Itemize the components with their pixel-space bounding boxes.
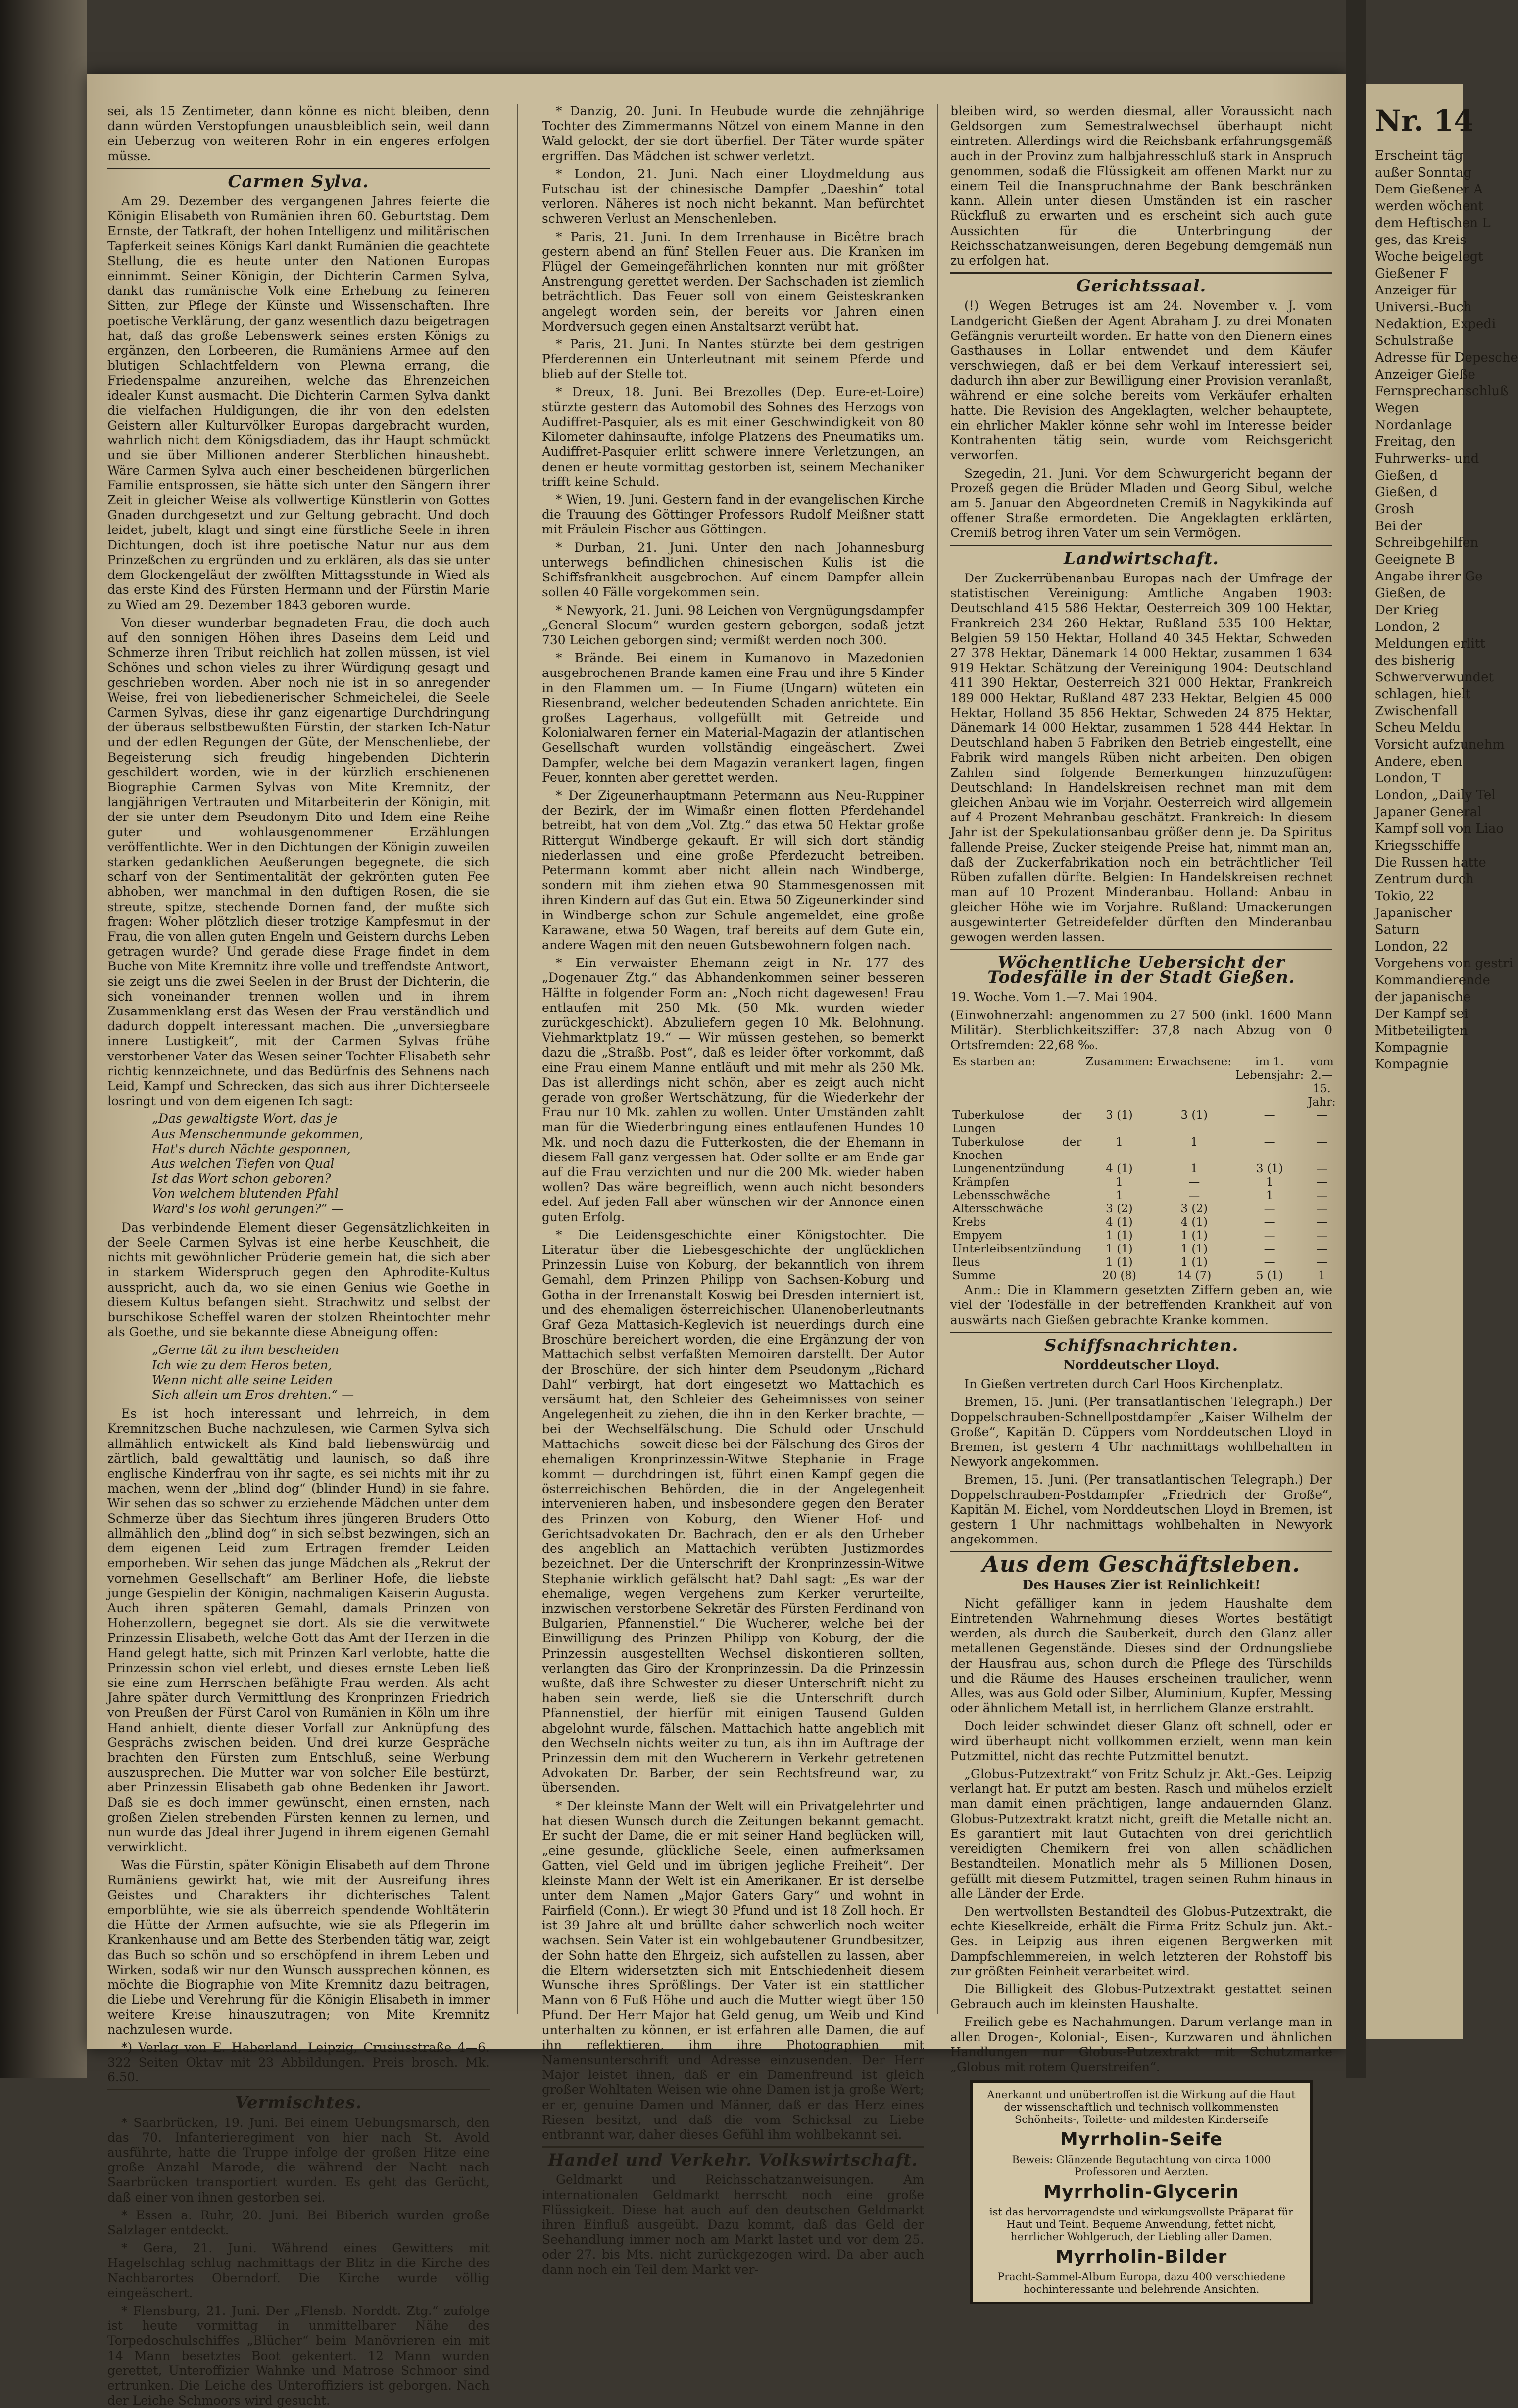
next-page-line: Anzeiger für [1375, 283, 1457, 298]
article-paragraph: Bremen, 15. Juni. (Per transatlantischen Telegraph.) Der Doppelschrauben-Schnellpostdampfer „Kaiser Wilhelm der Große“, Kapitän D. Cüppers vom Norddeutschen Lloyd in Bremen, ist gestern 4 Uhr nachmittags wohlbehalten in Newyork angekommen. [950, 1395, 1332, 1469]
next-page-line: Kriegsschiffe [1375, 838, 1461, 853]
next-page-edge [1366, 84, 1518, 2039]
article-paragraph: Von dieser wunderbar begnadeten Frau, die doch auch auf den sonnigen Höhen ihres Daseins dem Leid und Schmerze ihren Tribut reichlich hat zollen müssen, ist viel Schönes und schon vieles zu ihrer Würdigung gesagt und geschrieben worden. Aber noch nie ist in so anregender Weise, frei von liebedienerischer Schmeichelei, die Seele Carmen Sylvas, diese ihr ganz eigenartige Durchdringung der überaus selbstbewußten Fürstin, der starken Ich-Natur und der edlen Regungen der Güte, der Menschenliebe, der Begeisterung sich freudig hingebenden Dichterin geschildert worden, wie in der kürzlich erschienenen Biographie Carmen Sylvas von Mite Kremnitz, der langjährigen Vertrauten und Mitarbeiterin der Königin, mit der sie unter dem Pseudonym Dito und Idem eine Reihe guter und wohlausgenommener Erzählungen veröffentlichte. Wer in den Dichtungen der Königin zuweilen starken gedanklichen Aeußerungen begegnete, die sich scharf von der Sentimentalität der gekrönten guten Fee abhoben, wer manchmal in den duftigen Rosen, die sie streute, spitze, stechende Dornen fand, der mußte sich fragen: Woher plötzlich dieser trotzige Kampfesmut in der Frau, die von allen guten Engeln und Geistern durchs Leben getragen wurde? Und gerade diese Frage findet in dem Buche von Mite Kremnitz ihre volle und treffendste Antwort, sie zeigt uns die zwei Seelen in der Brust der Dichterin, die sich voneinander trennen wollen und in ihrem Zusammenklang erst das Wesen der Frau verständlich und dadurch doppelt interessant machen. Die „unversiegbare innere Lustigkeit“, mit der Carmen Sylvas frühe verstorbener Vater das Wesen seiner Tochter Elisabeth sehr richtig kennzeichnete, und das Bedürfnis des Sehnens nach Leid, Kampf und Schrecken, das sich aus ihrer Dichterseele losringt und von dem eigenen Ich sagt: [107, 615, 490, 1108]
mortality-cell: 1 [1116, 1189, 1123, 1203]
ad-proof: Beweis: Glänzende Begutachtung von circa 1000 Professoren und Aerzten. [1012, 2154, 1271, 2178]
next-page-line: Erscheint täg [1375, 148, 1463, 163]
next-page-line: Zwischenfall [1375, 704, 1458, 719]
article-paragraph: * Wien, 19. Juni. Gestern fand in der evangelischen Kirche die Trauung des Göttinger Professors Rudolf Meißner statt mit Fräulein Fischer aus Göttingen. [542, 492, 924, 537]
article-paragraph: * Newyork, 21. Juni. 98 Leichen von Vergnügungsdampfer „General Slocum“ wurden gestern geborgen, sodaß jetzt 730 Leichen geborgen sind; vermißt werden noch 300. [542, 603, 924, 647]
next-page-line: Anzeiger Gieße [1375, 367, 1475, 382]
mortality-row [950, 1176, 1338, 1189]
mortality-cell: 3 (1) [1106, 1109, 1133, 1122]
mortality-cell: — [1264, 1243, 1275, 1256]
article-paragraph: * Ein verwaister Ehemann zeigt in Nr. 177 des „Dogenauer Ztg.“ das Abhandenkommen seiner besseren Hälfte in folgender Form an: „Noch nicht dagewesen! Frau entlaufen mit 250 Mk. (50 Mk. wurden wieder zurückgeschickt). Abzuliefern gegen 10 Mk. Belohnung. Viehmarktplatz 19.“ — Wir müssen gestehen, so bemerkt dazu die „Straßb. Post“, daß es leider öfter vorkommt, daß eine Frau einem Manne entläuft und mit mehr als 250 Mk. Das ist allerdings nicht schön, aber es zeigt auch nicht gerade von großer Wertschätzung, für die Wiederkehr der Frau nur 10 Mk. zahlen zu wollen. Unter Umständen zahlt man für die Wiederbringung eines entlaufenen Hundes 10 Mk. und noch dazu die Futterkosten, die der Ehemann in diesem Fall ganz vergessen hat. Oder sollte er am Ende gar auf die Frau verzichten und nur die 200 Mk. wieder haben wollen? Das wäre begreiflich, wenn auch nicht besonders edel. Auf jeden Fall aber wünschen wir der Annonce einen guten Erfolg. [542, 956, 924, 1224]
next-page-line: Kampf soll von Liao [1375, 821, 1504, 836]
article-paragraph: Das verbindende Element dieser Gegensätzlichkeiten in der Seele Carmen Sylvas ist eine herbe Keuschheit, die nichts mit gewöhnlicher Prüderie gemein hat, die sich aber in starkem Widerspruch gegen den Aphrodite-Kultus ausspricht, auch da, wo sie einen Genius wie Goethe in diesem Kultus befangen sieht. Strachwitz und selbst der burschikose Scheffel waren der stolzen Rheintochter mehr als Goethe, und sie bekannte diese Abneigung offen: [107, 1220, 490, 1340]
article-paragraph: Die Billigkeit des Globus-Putzextrakt gestattet seinen Gebrauch auch im kleinsten Haushalte. [950, 1981, 1332, 2012]
mortality-cell: 4 (1) [1106, 1216, 1133, 1229]
section-heading: Aus dem Geschäftsleben. [982, 1552, 1301, 1578]
article-paragraph: * Durban, 21. Juni. Unter den nach Johannesburg unterwegs befindlichen chinesischen Kulis ist die Schiffsfrankheit ausgebrochen. Auf einem Dampfer allein sollen 40 Fälle vorgekommen sein. [542, 540, 924, 600]
page-gutter [1346, 0, 1366, 2078]
mortality-row [950, 1243, 1338, 1256]
article-paragraph: * Danzig, 20. Juni. In Heubude wurde die zehnjährige Tochter des Zimmermanns Nötzel von einem Manne in den Wald gelockt, der sie dort überfiel. Der Täter wurde später ergriffen. Das Mädchen ist schwer verletzt. [542, 104, 924, 163]
next-page-line: schlagen, hielt [1375, 687, 1470, 702]
next-page-line: Woche beigelegt [1375, 249, 1483, 264]
column-2 [542, 104, 924, 2277]
mortality-cell: — [1316, 1136, 1327, 1149]
next-page-line: Grosh [1375, 502, 1414, 517]
mortality-cell: Lungenentzündung [952, 1162, 1065, 1176]
next-page-line: Schwerverwundet [1375, 670, 1494, 685]
article-paragraph: * Brände. Bei einem in Kumanovo in Mazedonien ausgebrochenen Brande kamen eine Frau und ihre 5 Kinder in den Flammen um. — In Fiume (Ungarn) wüteten ein Riesenbrand, welcher bedeutenden Schaden anrichtete. Ein großes Lagerhaus, vollgefüllt mit Getreide und Kolonialwaren ferner ein Material-Magazin der atlantischen Gesellschaft wurden vollständig eingeäschert. Zwei Dampfer, welche bei dem Magazin verankert lagen, fingen Feuer, konnten aber gerettet werden. [542, 651, 924, 785]
article-paragraph: sei, als 15 Zentimeter, dann könne es nicht bleiben, denn dann würden Verstopfungen unausbleiblich sein, weil dann ein Ueberzug von weiteren Rohr in ein engeres erfolgen müsse. [107, 104, 490, 163]
mortality-cell: 1 (1) [1180, 1256, 1208, 1269]
mortality-cell: — [1264, 1229, 1275, 1243]
article-paragraph: * London, 21. Juni. Nach einer Lloydmeldung aus Futschau ist der chinesische Dampfer „Daeshin“ total verloren. Näheres ist noch nicht bekannt. Man befürchtet schweren Verlust an Menschenleben. [542, 166, 924, 226]
mortality-row [950, 1256, 1338, 1269]
article-paragraph: Den wertvollsten Bestandteil des Globus-Putzextrakt, die echte Kieselkreide, erhält die Firma Fritz Schulz jun. Akt.-Ges. in Leipzig aus ihren eigenen Bergwerken mit Dampfschlemmereien, in welch letzteren der Rohstoff bis zur größten Feinheit verarbeitet wird. [950, 1904, 1332, 1978]
poem-line: Von welchem blutenden Pfahl [152, 1186, 339, 1201]
mortality-row [950, 1203, 1338, 1216]
sub-heading: Des Hauses Zier ist Reinlichkeit! [1022, 1577, 1261, 1592]
poem-line: Sich allein um Eros drehten.“ — [152, 1388, 354, 1402]
poem-line: Aus welchen Tiefen von Qual [152, 1156, 335, 1171]
article-paragraph: bleiben wird, so werden diesmal, aller Voraussicht nach Geldsorgen zum Semestralwechsel überhaupt nicht eintreten. Allerdings wird die Reichsbank erfahrungsgemäß auch in der Provinz zum halbjahresschluß stark in Anspruch genommen, sodaß die Flüssigkeit am offenen Markt nur zu einem Teil die Inanspruchnahme der Bank beschränken kann. Allein unter diesen Umständen ist ein rascher Rückfluß zu erwarten und es erscheint sich auch gute Aussichten für die Unterbringung der Reichsschatzanweisungen, deren Begebung demgemäß nun zu erfolgen hat. [950, 104, 1332, 268]
next-page-line: werden wöchent [1375, 199, 1483, 214]
ad-brand-seife: Myrrholin-Seife [1060, 2129, 1223, 2150]
column-1 [107, 104, 490, 2408]
next-page-line: Schreibgehilfen [1375, 535, 1479, 550]
mortality-cell: 1 [1116, 1176, 1123, 1189]
article-paragraph: Freilich gebe es Nachahmungen. Darum verlange man in allen Drogen-, Kolonial-, Eisen-, Kurzwaren und ähnlichen Handlungen nur Globus-Putzextrakt mit Schutzmarke „Globus mit rotem Querstreifen“. [950, 2015, 1332, 2074]
mortality-cell: 1 (1) [1106, 1243, 1133, 1256]
poem-line: Hat's durch Nächte gesponnen, [152, 1141, 351, 1156]
mortality-cell: 3 (1) [1180, 1109, 1208, 1122]
section-divider [107, 2089, 490, 2090]
mortality-cell: Krämpfen [952, 1176, 1010, 1189]
ad-intro: Anerkannt und unübertroffen ist die Wirkung auf die Haut der wissenschaftlich und technisch vollkommensten Schönheits-, Toilette- und mildesten Kinderseife [987, 2089, 1296, 2126]
mortality-cell: — [1264, 1203, 1275, 1216]
column-rule [517, 104, 518, 2014]
next-page-line: Kompagnie [1375, 1057, 1449, 1072]
ad-brand-glycerin: Myrrholin-Glycerin [1043, 2182, 1239, 2203]
mortality-sum-cell: 20 (8) [1102, 1269, 1137, 1283]
poem-verse [152, 1343, 490, 1402]
poem-line: „Gerne tät zu ihm bescheiden [152, 1343, 339, 1357]
next-page-line: Andere, eben [1375, 754, 1463, 769]
mortality-row [950, 1189, 1338, 1203]
mortality-row [950, 1162, 1338, 1176]
mortality-cell: — [1316, 1189, 1327, 1203]
next-page-line: Vorgehens von gestri [1375, 956, 1513, 971]
mortality-row [950, 1136, 1338, 1162]
article-paragraph: Doch leider schwindet dieser Glanz oft schnell, oder er wird überhaupt nicht vollkommen erzielt, wenn man kein Putzmittel, nicht das rechte Putzmittel benutzt. [950, 1719, 1332, 1763]
next-page-line: Der Krieg [1375, 603, 1439, 618]
next-page-line: Gießen, d [1375, 485, 1438, 500]
mortality-cell: — [1264, 1256, 1275, 1269]
mortality-cell: — [1316, 1256, 1327, 1269]
newspaper-page [87, 74, 1346, 2408]
article-paragraph: Bremen, 15. Juni. (Per transatlantischen Telegraph.) Der Doppelschrauben-Postdampfer „Friedrich der Große“, Kapitän M. Eichel, vom Norddeutschen Lloyd in Bremen, ist gestern 1 Uhr nachmittags wohlbehalten in Newyork angekommen. [950, 1472, 1332, 1547]
section-heading: Gerichtssaal. [1076, 276, 1207, 296]
book-spine [0, 0, 87, 2078]
mortality-row [950, 1216, 1338, 1229]
next-page-line: Universi.-Buch [1375, 300, 1472, 315]
next-page-line: Dem Gießener A [1375, 182, 1483, 197]
section-divider [107, 168, 490, 169]
section-heading: Landwirtschaft. [1064, 548, 1219, 569]
next-page-line: Die Russen hatte [1375, 855, 1486, 870]
article-paragraph: Anm.: Die in Klammern gesetzten Ziffern geben an, wie viel der Todesfälle in der betreffenden Krankheit auf von auswärts nach Gießen gebrachte Kranke kommen. [950, 1283, 1332, 1327]
article-paragraph: Es ist hoch interessant und lehrreich, in dem Kremnitzschen Buche nachzulesen, wie Carmen Sylva sich allmählich entwickelt als Kind bald liebenswürdig und zärtlich, bald gewalttätig und launisch, so daß ihre englische Kinderfrau von ihr sagte, es sei nichts mit ihr zu machen, wenn der „blind dog“ (blinder Hund) in sie fahre. Wir sehen das so schwer zu erziehende Mädchen unter dem Schmerze über das Siechtum ihres jüngeren Bruders Otto allmählich den „blind dog“ in sich selbst bezwingen, sich an dem eigenen Leid zum Ertragen fremder Leiden emporheben. Wir sehen das junge Mädchen als „Rekrut der vornehmen Gesellschaft“ am Berliner Hofe, die liebste junge Gespielin der Königin, nachmaligen Kaiserin Augusta. Auch ihren späteren Gemahl, damals Prinzen von Hohenzollern, begegnet sie dort. Als sie die verwitwete Prinzessin Elisabeth, welche Gott das Amt der Herzen in die Hand gelegt hatte, sich mit Prinzen Karl verlobte, hatte die Prinzessin schon viel erlebt, und dieses ernste Leben ließ sie eine zum Herrschen befähigte Frau werden. Als acht Jahre später durch Vermittlung des Kronprinzen Friedrich von Preußen der Fürst Carol von Rumänien in Köln um ihre Hand anhielt, diente dieser Vorfall zur Anknüpfung des Gesprächs zwischen beiden. Und drei kurze Gespräche brachten den Fürsten zum Entschluß, seine Werbung auszusprechen. Die Mutter war von solcher Eile bestürzt, aber Prinzessin Elisabeth gab ohne Bedenken ihr Jawort. Daß sie es doch immer gewünscht, einen ernsten, nach großen Zielen strebenden Fürsten kennen zu lernen, und nun wurde das Jdeal ihrer Jugend in ihrem eigenen Gemahl verwirklicht. [107, 1406, 490, 1855]
mortality-cell: Lebensschwäche [952, 1189, 1051, 1203]
poem-line: Wenn nicht alle seine Leiden [152, 1372, 333, 1387]
mortality-cell: 3 (2) [1180, 1203, 1208, 1216]
next-page-line: Japanischer [1375, 906, 1452, 920]
next-page-line: Geeignete B [1375, 552, 1455, 567]
mortality-header-cell: Es starben an: [952, 1056, 1036, 1069]
next-page-line: London, 22 [1375, 939, 1449, 954]
next-page-line: Kommandierende [1375, 973, 1490, 988]
mortality-cell: 1 [1190, 1136, 1198, 1149]
mortality-row [950, 1109, 1338, 1136]
article-paragraph: „Globus-Putzextrakt“ von Fritz Schulz jr. Akt.-Ges. Leipzig verlangt hat. Er putzt am besten. Rasch und mühelos erzielt man damit einen prächtigen, lange andauernden Glanz. Globus-Putzextrakt kratzt nicht, greift die Metalle nicht an. Es garantiert mit laut Gutachten von drei gerichtlich vereidigten Chemikern frei von allen schädlichen Bestandteilen. Monatlich mehr als 5 Millionen Dosen, gefüllt mit diesem Putzmittel, tragen seinen Ruhm hinaus in alle Länder der Erde. [950, 1767, 1332, 1901]
next-page-line: Gießener F [1375, 266, 1449, 281]
mortality-header-cell: Zusammen: [1085, 1056, 1153, 1069]
ad-brand-bilder: Myrrholin-Bilder [1055, 2247, 1227, 2267]
section-heading: Vermischtes. [235, 2093, 362, 2113]
ad-description: ist das hervorragendste und wirkungsvollste Präparat für Haut und Teint. Bequeme Anwendung, fettet nicht, herrlicher Wohlgeruch, der Liebling aller Damen. [989, 2206, 1294, 2243]
next-page-line: Gießen, d [1375, 468, 1438, 483]
mortality-cell: — [1316, 1109, 1327, 1122]
section-heading: Carmen Sylva. [228, 171, 369, 192]
poem-line: Ward's los wohl gerungen?“ — [152, 1201, 344, 1216]
next-page-line: ges, das Kreis [1375, 233, 1467, 247]
next-page-line: Angabe ihrer Ge [1375, 569, 1483, 584]
next-page-line: Japaner General [1375, 805, 1482, 819]
next-page-lines [1366, 147, 1518, 1073]
article-paragraph: (Einwohnerzahl: angenommen zu 27 500 (inkl. 1600 Mann Militär). Sterblichkeitsziffer: 37,8 nach Abzug von 0 Ortsfremden: 22,68 ‰. [950, 1008, 1332, 1052]
next-page-line: Fernsprechanschluß [1375, 384, 1509, 399]
mortality-cell: — [1264, 1109, 1275, 1122]
section-divider [950, 272, 1332, 274]
mortality-cell: Empyem [952, 1229, 1003, 1243]
next-page-line: Schulstraße [1375, 334, 1454, 348]
article-paragraph: * Die Leidensgeschichte einer Königstochter. Die Literatur über die Liebesgeschichte der unglücklichen Prinzessin Luise von Koburg, der bekanntlich von ihrem Gemahl, dem Prinzen Philipp von Sachsen-Koburg und Gotha in der Irrenanstalt Koswig bei Dresden interniert ist, und des ehemaligen österreichischen Ulanenoberleutnants Graf Geza Mattasich-Keglevich ist neuerdings durch eine Broschüre bereichert worden, die eine Ergänzung der von Mattachich selbst verfaßten Memoiren darstellt. Der Autor der Broschüre, der sich hinter dem Pseudonym „Richard Dahl“ verbirgt, hat dort eingesetzt wo Mattachich es versäumt hat, den Schleier des Geheimnisses von seiner Angelegenheit zu ziehen, die ihn in den Kerker brachte, — bei der Wechselfälschung. Die Schuld oder Unschuld Mattachichs — soweit diese bei der Fälschung des Giros der ehemaligen Kronprinzessin-Witwe Stephanie in Frage kommt — durchdringen ist, führt einen Kampf gegen die österreichischen Behörden, die in der Angelegenheit intervenieren haben, und insbesondere gegen den Berater des Prinzen von Koburg, den Wiener Hof- und Gerichtsadvokaten Dr. Bachrach, den er als den Urheber des angeblich an Mattachich verübten Justizmordes bezeichnet. Der die Unterschrift der Kronprinzessin-Witwe Stephanie wirklich gefälscht hat? Dahl sagt: „Es war der ehemalige, wegen Vergehens zum Kerker verurteilte, inzwischen verstorbene Sekretär des Fürsten Ferdinand von Bulgarien, Pfannenstiel.“ Die Wucherer, welche bei der Einwilligung des Prinzen Philipp von Koburg, der die Prinzessin ausgestellten Wechsel diskontieren sollten, verlangten das Giro der Kronprinzessin. Da die Prinzessin wußte, daß ihre Schwester zu dieser Unterschrift nicht zu haben sein werde, ließ sie die Unterschrift durch Pfannenstiel, der hierfür mit einigen Tausend Gulden abgelohnt wurde, fälschen. Mattachich hatte angeblich mit den Wechseln nichts weiter zu tun, als ihn im Auftrage der Prinzessin dem mit den Wucherern in Verkehr getretenen Advokaten Dr. Barber, der sein Rechtsfreund war, zu übersenden. [542, 1227, 924, 1795]
mortality-cell: — [1316, 1243, 1327, 1256]
article-paragraph: * Flensburg, 21. Juni. Der „Flensb. Norddt. Ztg.“ zufolge ist heute vormittag in unmittelbarer Nähe des Torpedoschulschiffes „Blücher“ beim Manövrieren ein mit 14 Mann besetztes Boot gekentert. 12 Mann wurden gerettet, Unteroffizier Wahnke und Matrose Schmoor sind ertrunken. Die Leiche des Unteroffiziers ist geborgen. Nach der Leiche Schmoors wird gesucht. [107, 2304, 490, 2408]
article-paragraph: * Der kleinste Mann der Welt will ein Privatgelehrter und hat diesen Wunsch durch die Zeitungen bekannt gemacht. Er sucht der Dame, die er mit seiner Hand beglücken will, „eine gesunde, glückliche Seele, einen aufmerksamen Gatten, viel Geld und im übrigen jegliche Freiheit“. Der kleinste Mann der Welt ist ein Amerikaner. Er ist derselbe unter dem Namen „Major Gaters Gary“ und wohnt in Fairfield (Conn.). Er wiegt 30 Pfund und ist 18 Zoll hoch. Er ist 39 Jahre alt und brüllte daher schwerlich noch weiter wachsen. Sein Vater ist ein wohlgebautener Grundbesitzer, der Sohn hatte den Ehrgeiz, sich aufstellen zu lassen, aber die Eltern widersetzten sich mit Entschiedenheit diesem Wunsche ihres Sprößlings. Der Vater ist ein stattlicher Mann von 6 Fuß Höhe und auch die Mutter wiegt über 150 Pfund. Der Herr Major hat Geld genug, um Weib und Kind unterhalten zu können, er ist erfahren alle Damen, die auf ihn reflektieren, ihm ihre Photographien mit Namensunterschrift und Adresse einzusenden. Der Herr Major leistet ihnen, daß er ein Damenfreund ist gleich großer Wohltaten Weisen wie ohne Damen ist ja große Wert; er er, genuine Damen und Männer, daß er das Herz eines Riesen besitzt, und daß die vom Schicksal zu Liebe entbrannt war, daher dieses Gefühl ihm wohlbekannt sei. [542, 1798, 924, 2142]
poem-line: Ich wie zu dem Heros beten, [152, 1357, 332, 1372]
next-page-line: London, T [1375, 771, 1441, 786]
next-page-line: Kompagnie [1375, 1040, 1449, 1055]
mortality-sum-row [950, 1269, 1338, 1283]
mortality-cell: 1 [1190, 1162, 1198, 1176]
mortality-cell: — [1316, 1216, 1327, 1229]
article-paragraph: (!) Wegen Betruges ist am 24. November v. J. vom Landgericht Gießen der Agent Abraham J. zu drei Monaten Gefängnis verurteilt worden. Er hatte von den Dienern eines Gasthauses in Lollar entwendet und dem Käufer verschwiegen, daß er bei dem Verkauf interessiert sei, dadurch ihn aber zur Bewilligung einer Provision veranlaßt, während er eine solche bereits vom Verkäufer erhalten hatte. Die Revision des Angeklagten, welcher behauptete, ein ehrlicher Makler könne sehr wohl im Interesse beider Kontrahenten tätig sein, wurde vom Reichsgericht verworfen. [950, 298, 1332, 463]
mortality-cell: 1 (1) [1180, 1243, 1208, 1256]
mortality-cell: — [1264, 1136, 1275, 1149]
next-page-line: Meldungen erlitt [1375, 636, 1485, 651]
section-divider [950, 949, 1332, 950]
mortality-sum-cell: 14 (7) [1177, 1269, 1212, 1283]
article-paragraph: Nicht gefälliger kann in jedem Haushalte dem Eintretenden Wahrnehmung dieses Wortes bestätigt werden, als durch die Sauberkeit, durch den Glanz aller metallenen Gegenstände. Dieses sind der Ordnungsliebe der Hausfrau aus, schon durch die Pflege des Türschilds und die Räume des Hauses erscheinen traulicher, wenn Alles, was aus Gold oder Silber, Aluminium, Kupfer, Messing oder ähnlichem Metall ist, in herrlichem Glanze erstrahlt. [950, 1596, 1332, 1716]
next-page-line: Tokio, 22 [1375, 889, 1435, 904]
article-paragraph: * Paris, 21. Juni. In Nantes stürzte bei dem gestrigen Pferderennen ein Unterleutnant mit seinem Pferde und blieb auf der Stelle tot. [542, 337, 924, 382]
article-paragraph: Was die Fürstin, später Königin Elisabeth auf dem Throne Rumäniens gewirkt hat, wie mit der Ausreifung ihres Geistes und Charakters ihr dichterisches Talent emporblühte, wie sie als überreich spendende Wohltäterin die Hütte der Armen aufsuchte, wie sie als Pflegerin im Krankenhause und am Bette des Sterbenden tätig war, zeigt das Buch so schön und so erschöpfend in ihrem Leben und Wirken, sodaß wir nur den Wunsch aussprechen können, es möchte die Biographie von Mite Kremnitz dazu beitragen, die Liebe und Verehrung für die Königin Elisabeth in immer weitere Kreise hinauszutragen; von Mite Kremnitz nachzulesen wurde. [107, 1858, 490, 2037]
article-paragraph: Der Zuckerrübenanbau Europas nach der Umfrage der statistischen Vereinigung: Amtliche Angaben 1903: Deutschland 415 586 Hektar, Oesterreich 309 100 Hektar, Frankreich 234 260 Hektar, Rußland 535 100 Hektar, Belgien 59 150 Hektar, Holland 40 345 Hektar, Schweden 27 378 Hektar, Dänemark 14 000 Hektar, zusammen 1 634 919 Hektar. Schätzung der Vereinigung 1904: Deutschland 411 390 Hektar, Oesterreich 321 000 Hektar, Frankreich 189 000 Hektar, Rußland 487 233 Hektar, Belgien 45 000 Hektar, Holland 35 856 Hektar, Schweden 24 875 Hektar, Dänemark 14 000 Hektar, zusammen 1 528 444 Hektar. In Deutschland haben 5 Fabriken den Betrieb eingestellt, eine Fabrik wird mangels Rüben nicht arbeiten. Den obigen Zahlen sind folgende Bemerkungen hinzuzufügen: Deutschland: In Handelskreisen rechnet man mit dem gleichen Anbau wie im Vorjahr. Oesterreich wird allgemein auf 4 Prozent Mehranbau geschätzt. Frankreich: In diesem Jahr ist der Spekulationsanbau größer denn je. Da Spiritus fallende Preise, Zucker steigende Preise hat, nimmt man an, daß der Zuckerfabrikation noch ein beträchtlicher Teil Rüben zufallen dürfte. Belgien: In Handelskreisen rechnet man auf 10 Prozent Minderanbau. Holland: Anbau in gleicher Höhe wie im Vorjahre. Rußland: Umackerungen ausgewinterter Getreidefelder dürften den Minderanbau gewogen werden lassen. [950, 571, 1332, 944]
mortality-cell: 1 [1266, 1189, 1273, 1203]
next-page-line: dem Heftischen L [1375, 216, 1491, 231]
article-paragraph: In Gießen vertreten durch Carl Hoos Kirchenplatz. [964, 1377, 1284, 1392]
next-page-line: außer Sonntag [1375, 165, 1472, 180]
article-paragraph: *) Verlag von E. Haberland, Leipzig, Crusiusstraße 4—6. 322 Seiten Oktav mit 23 Abbildungen. Preis brosch. Mk. 6.50. [107, 2040, 490, 2085]
next-page-line: Der Kampf sei [1375, 1007, 1469, 1021]
mortality-table [950, 1056, 1338, 1283]
mortality-row [950, 1229, 1338, 1243]
ad-outro: Pracht-Sammel-Album Europa, dazu 400 verschiedene hochinteressante und belehrende Ansichten. [997, 2271, 1286, 2296]
section-divider [950, 545, 1332, 546]
mortality-cell: — [1188, 1176, 1200, 1189]
mortality-header-row [950, 1056, 1338, 1109]
section-heading: Schiffsnachrichten. [1044, 1335, 1239, 1355]
sub-heading: Norddeutscher Lloyd. [1063, 1358, 1220, 1373]
next-page-line: Scheu Meldu [1375, 721, 1461, 735]
mortality-cell: 4 (1) [1106, 1162, 1133, 1176]
mortality-cell: — [1316, 1229, 1327, 1243]
article-paragraph: Geldmarkt und Reichsschatzanweisungen. Am internationalen Geldmarkt herrscht noch eine große Flüssigkeit. Diese hat auch auf den deutschen Geldmarkt ihren Einfluß ausgeübt. Dazu kommt, daß das Geld der Seehandlung immer noch am Markt lastet und vor dem 25. oder 27. bis Mts. nicht zurückgezogen wird. Da aber auch dann noch ein Teil dem Markt ver- [542, 2172, 924, 2277]
mortality-cell: 4 (1) [1180, 1216, 1208, 1229]
section-divider [950, 1332, 1332, 1333]
next-page-title: Nr. 14 [1375, 104, 1474, 138]
section-heading: Handel und Verkehr. Volkswirtschaft. [548, 2150, 918, 2170]
poem-line: Ist das Wort schon geboren? [152, 1171, 331, 1186]
section-divider [542, 2146, 924, 2148]
next-page-line: der japanische [1375, 990, 1471, 1005]
mortality-sum-label: Summe [952, 1269, 996, 1283]
section-heading: Wöchentliche Uebersicht der Todesfälle in der Stadt Gießen. [987, 952, 1295, 988]
mortality-cell: — [1264, 1216, 1275, 1229]
mortality-cell: — [1316, 1203, 1327, 1216]
next-page-line: London, 2 [1375, 620, 1440, 634]
article-paragraph: * Essen a. Ruhr, 20. Juni. Bei Biberich wurden große Salzlager entdeckt. [107, 2208, 490, 2238]
mortality-header-cell: im 1. Lebensjahr: [1235, 1056, 1304, 1082]
poem-line: Aus Menschenmunde gekommen, [152, 1126, 364, 1141]
next-page-line: Bei der [1375, 519, 1422, 533]
mortality-cell: — [1316, 1162, 1327, 1176]
mortality-cell: Tuberkulose der Knochen [952, 1136, 1082, 1162]
next-page-line: London, „Daily Tel [1375, 788, 1496, 803]
mortality-cell: Tuberkulose der Lungen [952, 1109, 1082, 1136]
mortality-cell: 1 (1) [1106, 1256, 1133, 1269]
mortality-cell: Ileus [952, 1256, 980, 1269]
article-paragraph: * Paris, 21. Juni. In dem Irrenhause in Bicêtre brach gestern abend an fünf Stellen Feuer aus. Die Kranken im Flügel der Gemeingefährlichen konnten nur mit größter Anstrengung gerettet werden. Der Sachschaden ist ziemlich beträchtlich. Das Feuer soll von einem Geisteskranken angelegt worden sein, der bereits vor Jahren einen Mordversuch gegen einen Anstaltsarzt verübt hat. [542, 229, 924, 334]
next-page-line: Zentrum durch [1375, 872, 1474, 887]
mortality-cell: 1 (1) [1180, 1229, 1208, 1243]
mortality-cell: Krebs [952, 1216, 986, 1229]
column-rule [937, 104, 938, 2014]
next-page-line: des bisherig [1375, 653, 1455, 668]
mortality-cell: 1 [1266, 1176, 1273, 1189]
next-page-line: Adresse für Depesche [1375, 350, 1518, 365]
mortality-cell: Altersschwäche [952, 1203, 1043, 1216]
mortality-cell: — [1316, 1176, 1327, 1189]
next-page-line: Gießen, de [1375, 586, 1446, 601]
next-page-line: Nedaktion, Expedi [1375, 317, 1496, 332]
article-paragraph: * Dreux, 18. Juni. Bei Brezolles (Dep. Eure-et-Loire) stürzte gestern das Automobil des Sohnes des Herzogs von Audiffret-Pasquier, als es mit einer Geschwindigkeit von 80 Kilometer dahinsaufte, infolge Platzens des Pneumatiks um. Audiffret-Pasquier erlitt schwere innere Verletzungen, an denen er heute vormittag gestorben ist, seinem Mechaniker trifft keine Schuld. [542, 385, 924, 489]
article-paragraph: 19. Woche. Vom 1.—7. Mai 1904. [950, 990, 1158, 1005]
article-paragraph: * Gera, 21. Juni. Während eines Gewitters mit Hagelschlag schlug nachmittags der Blitz in die Kirche des Nachbarortes Oberndorf. Die Kirche wurde völlig eingeäschert. [107, 2241, 490, 2300]
next-page-line: Mitbeteiligten [1375, 1023, 1468, 1038]
mortality-cell: 3 (2) [1106, 1203, 1133, 1216]
next-page-line: Saturn [1375, 922, 1420, 937]
mortality-header-cell: Erwachsene: [1157, 1056, 1231, 1069]
next-page-line: Nordanlage [1375, 418, 1452, 433]
mortality-cell: 1 [1116, 1136, 1123, 1149]
article-paragraph: * Der Zigeunerhauptmann Petermann aus Neu-Ruppiner der Bezirk, der im Wimaßr einen flotten Pferdehandel betreibt, hat von dem „Vol. Ztg.“ das etwa 50 Hektar große Rittergut Windberge gekauft. Er will sich dort ständig niederlassen und eine große Pferdezucht betreiben. Petermann kommt aber nicht allein nach Windberge, sondern mit ihm ziehen etwa 90 Stammesgenossen mit ihren Kindern auf das Gut ein. Etwa 50 Zigeunerkinder sind in Windberge schon zur Schule angemeldet, eine große Karawane, etwa 50 Wagen, traf bereits auf dem Gute ein, andere Wagen mit den neuen Gutsbewohnern folgen nach. [542, 788, 924, 952]
next-page-line: Wegen [1375, 401, 1419, 416]
poem-line: „Das gewaltigste Wort, das je [152, 1111, 338, 1126]
mortality-cell: 1 (1) [1106, 1229, 1133, 1243]
mortality-cell: Unterleibsentzündung [952, 1243, 1082, 1256]
mortality-sum-cell: 1 [1318, 1269, 1325, 1283]
article-paragraph: * Saarbrücken, 19. Juni. Bei einem Uebungsmarsch, den das 70. Infanterieregiment von hier nach St. Avold ausführte, hatte die Truppe infolge der großen Hitze eine große Anzahl Marode, die während der Nacht nach Saarbrücken transportiert wurden. Es geht das Gerücht, daß einer von ihnen gestorben sei. [107, 2115, 490, 2205]
article-paragraph: Szegedin, 21. Juni. Vor dem Schwurgericht begann der Prozeß gegen die Brüder Mladen und Georg Sibul, welche am 5. Januar den Abgeordneten Cremiß in Nagykikinda auf offener Straße ermordeten. Die Angeklagten erklärten, Cremiß betrog ihren Vater um sein Vermögen. [950, 466, 1332, 540]
next-page-line: Fuhrwerks- und [1375, 451, 1479, 466]
mortality-cell: — [1188, 1189, 1200, 1203]
mortality-sum-cell: 5 (1) [1256, 1269, 1283, 1283]
myrrholin-advertisement [970, 2080, 1313, 2304]
article-paragraph: Am 29. Dezember des vergangenen Jahres feierte die Königin Elisabeth von Rumänien ihren 60. Geburtstag. Dem Ernste, der Tatkraft, der hohen Intelligenz und militärischen Tapferkeit seines Königs Karl dankt Rumänien die geachtete Stellung, die es heute unter den Nationen Europas einnimmt. Seiner Königin, der Dichterin Carmen Sylva, dankt das rumänische Volk eine Erhebung zu feineren Sitten, zur Pflege der Künste und Wissenschaften. Ihre poetische Verklärung, der ganz wesentlich dazu beigetragen hat, daß das große Lebenswerk seines ersten Königs zu ergänzen, den Lorbeeren, die Rumäniens Armee auf den blutigen Schlachtfeldern von Plewna errang, die Friedenspalme anzureihen, welche das Ehrenzeichen idealer Kunst ausmacht. Die Dichterin Carmen Sylva dankt die vielfachen Huldigungen, die ihr von den edelsten Geistern aller Kulturvölker Europas dargebracht wurden, wahrlich nicht dem Königsdiadem, das ihr Haupt schmückt und sie über Millionen anderer Sterblichen hinaushebt. Wäre Carmen Sylva auch einer bescheidenen bürgerlichen Familie entsprossen, sie hätte sich unter den Sängern ihrer Zeit in gleicher Weise als vollwertige Künstlerin von Gottes Gnaden durchgesetzt und zur Geltung gebracht. Und doch leidet, jubelt, klagt und singt eine fürstliche Seele in ihren Dichtungen, doch ist ihre poetische Natur nur aus dem Prinzeßchen zu ergründen und zu erklären, als das sie unter dem Glockengeläut der zwölften Mittagsstunde in Wied als das erste Kind des Fürsten Hermann und der Fürstin Marie zu Wied am 29. Dezember 1843 geboren wurde. [107, 194, 490, 612]
mortality-cell: 3 (1) [1256, 1162, 1283, 1176]
mortality-header-cell: vom 2.—15. Jahr: [1308, 1056, 1336, 1109]
next-page-line: Vorsicht aufzunehm [1375, 737, 1505, 752]
poem-verse [152, 1111, 490, 1216]
next-page-line: Freitag, den [1375, 434, 1456, 449]
column-3 [950, 104, 1336, 2296]
